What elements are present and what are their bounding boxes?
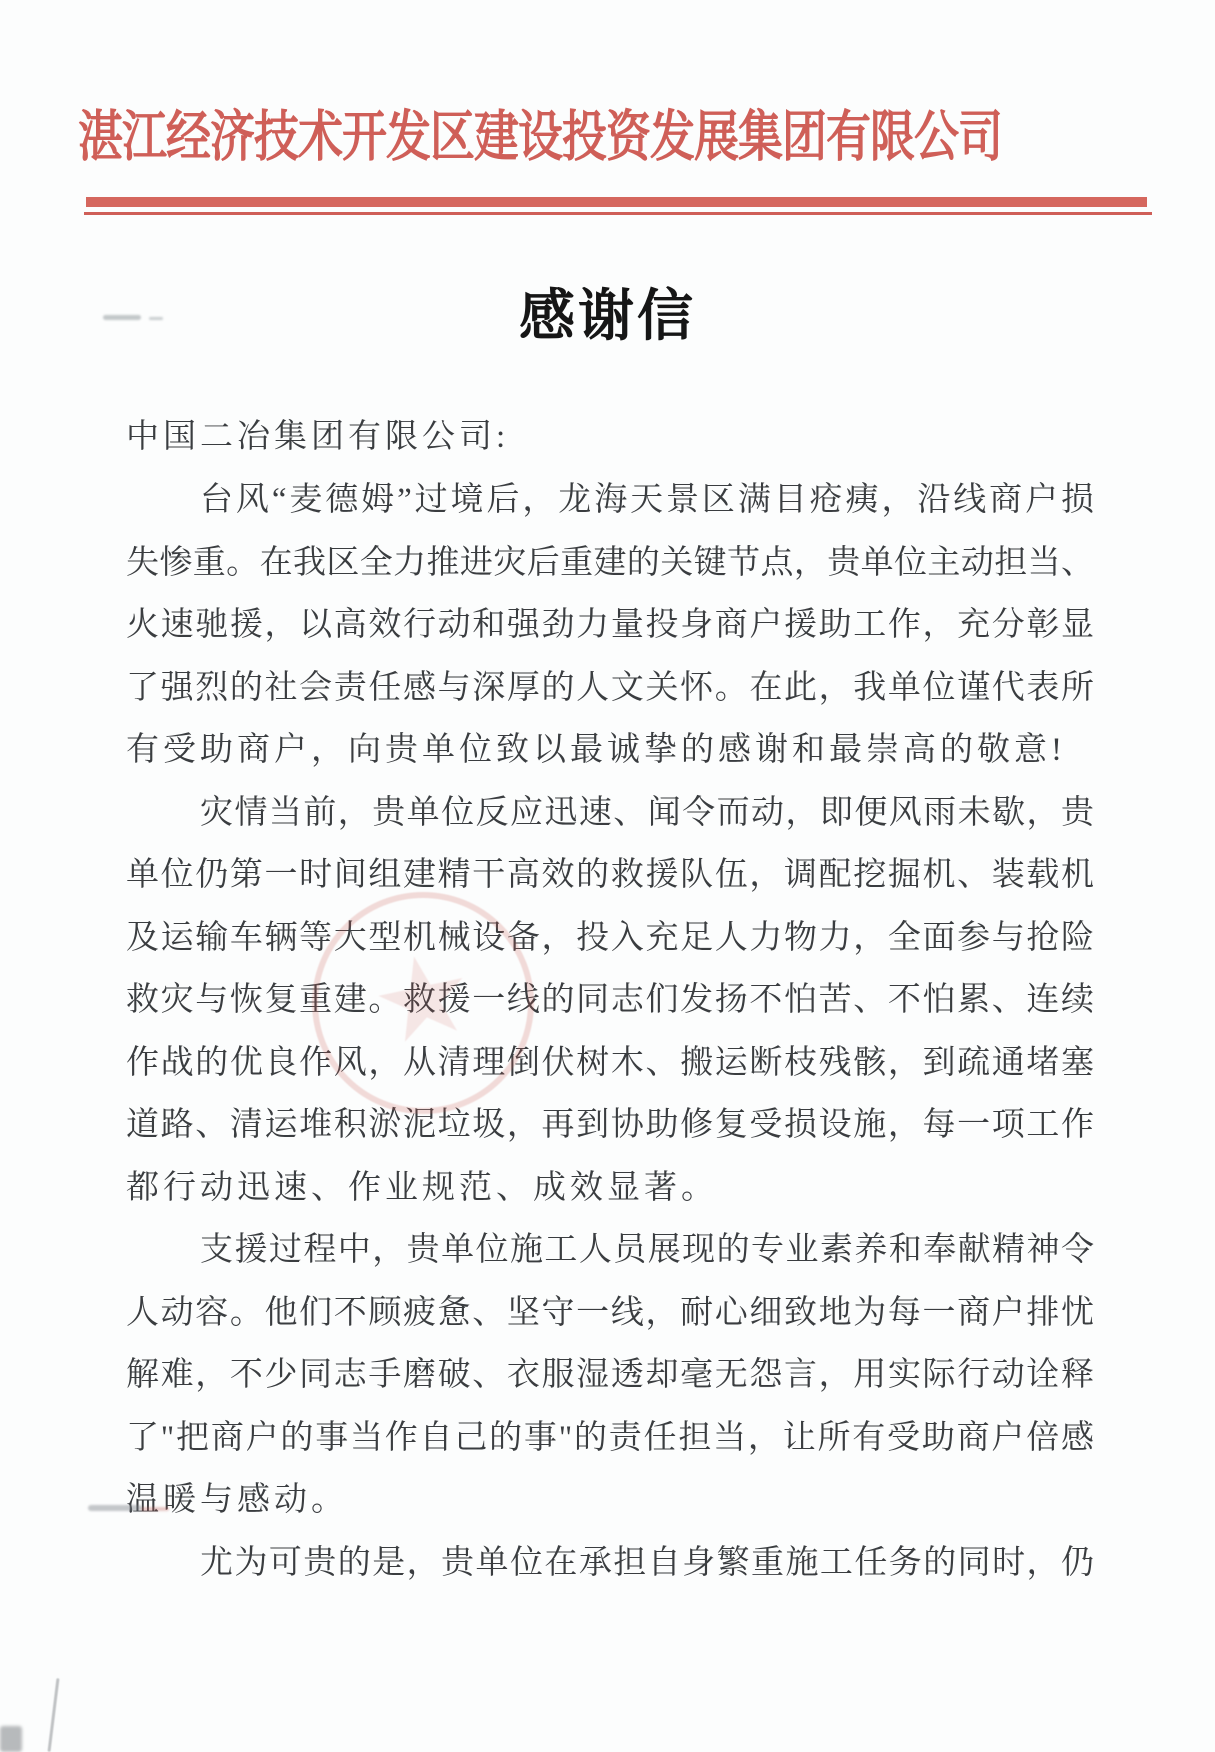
letter-line: 及运输车辆等大型机械设备，投入充足人力物力，全面参与抢险: [126, 919, 1094, 956]
letter-line: 道路、清运堆积淤泥垃圾，再到协助修复受损设施，每一项工作: [126, 1107, 1094, 1143]
letter-line: 都行动迅速、作业规范、成效显著。: [126, 1169, 718, 1206]
letter-line: 有受助商户，向贵单位致以最诚挚的感谢和最崇高的敬意!: [126, 732, 1066, 768]
scan-smudge: [103, 315, 141, 320]
letter-line: 作战的优良作风，从清理倒伏树木、搬运断枝残骸，到疏通堵塞: [126, 1044, 1094, 1081]
seal-star-icon: ★: [360, 924, 486, 1073]
letter-line: 了"把商户的事当作自己的事"的责任担当，让所有受助商户倍感: [126, 1419, 1094, 1456]
letter-line: 支援过程中，贵单位施工人员展现的专业素养和奉献精神令: [200, 1232, 1094, 1268]
letterhead-company-name: 湛江经济技术开发区建设投资发展集团有限公司: [78, 106, 1003, 168]
scan-smudge: [141, 1507, 169, 1511]
letterhead-rule-thin: [84, 212, 1152, 215]
scan-scratch: [48, 1678, 60, 1752]
letter-body: [126, 469, 1094, 1594]
letter-line: 火速驰援，以高效行动和强劲力量投身商户援助工作，充分彰显: [126, 607, 1094, 643]
salutation-recipient: 中国二冶集团有限公司:: [126, 419, 510, 455]
scan-smudge: [88, 1505, 142, 1511]
scan-corner-mark: [0, 1726, 22, 1752]
official-seal-stamp: [312, 892, 534, 1114]
letter-line: 救灾与恢复重建。救援一线的同志们发扬不怕苦、不怕累、连续: [126, 982, 1094, 1018]
letterhead-rule-thick: [86, 197, 1147, 207]
letter-line: 台风“麦德姆”过境后，龙海天景区满目疮痍，沿线商户损: [200, 482, 1094, 518]
letter-title: 感谢信: [519, 286, 696, 348]
letter-line: 人动容。他们不顾疲惫、坚守一线，耐心细致地为每一商户排忧: [126, 1294, 1094, 1331]
scan-smudge: [149, 317, 163, 320]
letter-line: 尤为可贵的是，贵单位在承担自身繁重施工任务的同时，仍: [200, 1544, 1094, 1581]
letter-line: 解难，不少同志手磨破、衣服湿透却毫无怨言，用实际行动诠释: [126, 1357, 1094, 1393]
letter-line: 了强烈的社会责任感与深厚的人文关怀。在此，我单位谨代表所: [126, 669, 1094, 706]
letter-line: 失惨重。在我区全力推进灾后重建的关键节点，贵单位主动担当、: [126, 544, 1094, 581]
letter-line: 温暖与感动。: [126, 1482, 348, 1518]
letter-line: 灾情当前，贵单位反应迅速、闻令而动，即便风雨未歇，贵: [200, 794, 1094, 831]
letter-line: 单位仍第一时间组建精干高效的救援队伍，调配挖掘机、装载机: [126, 857, 1094, 893]
